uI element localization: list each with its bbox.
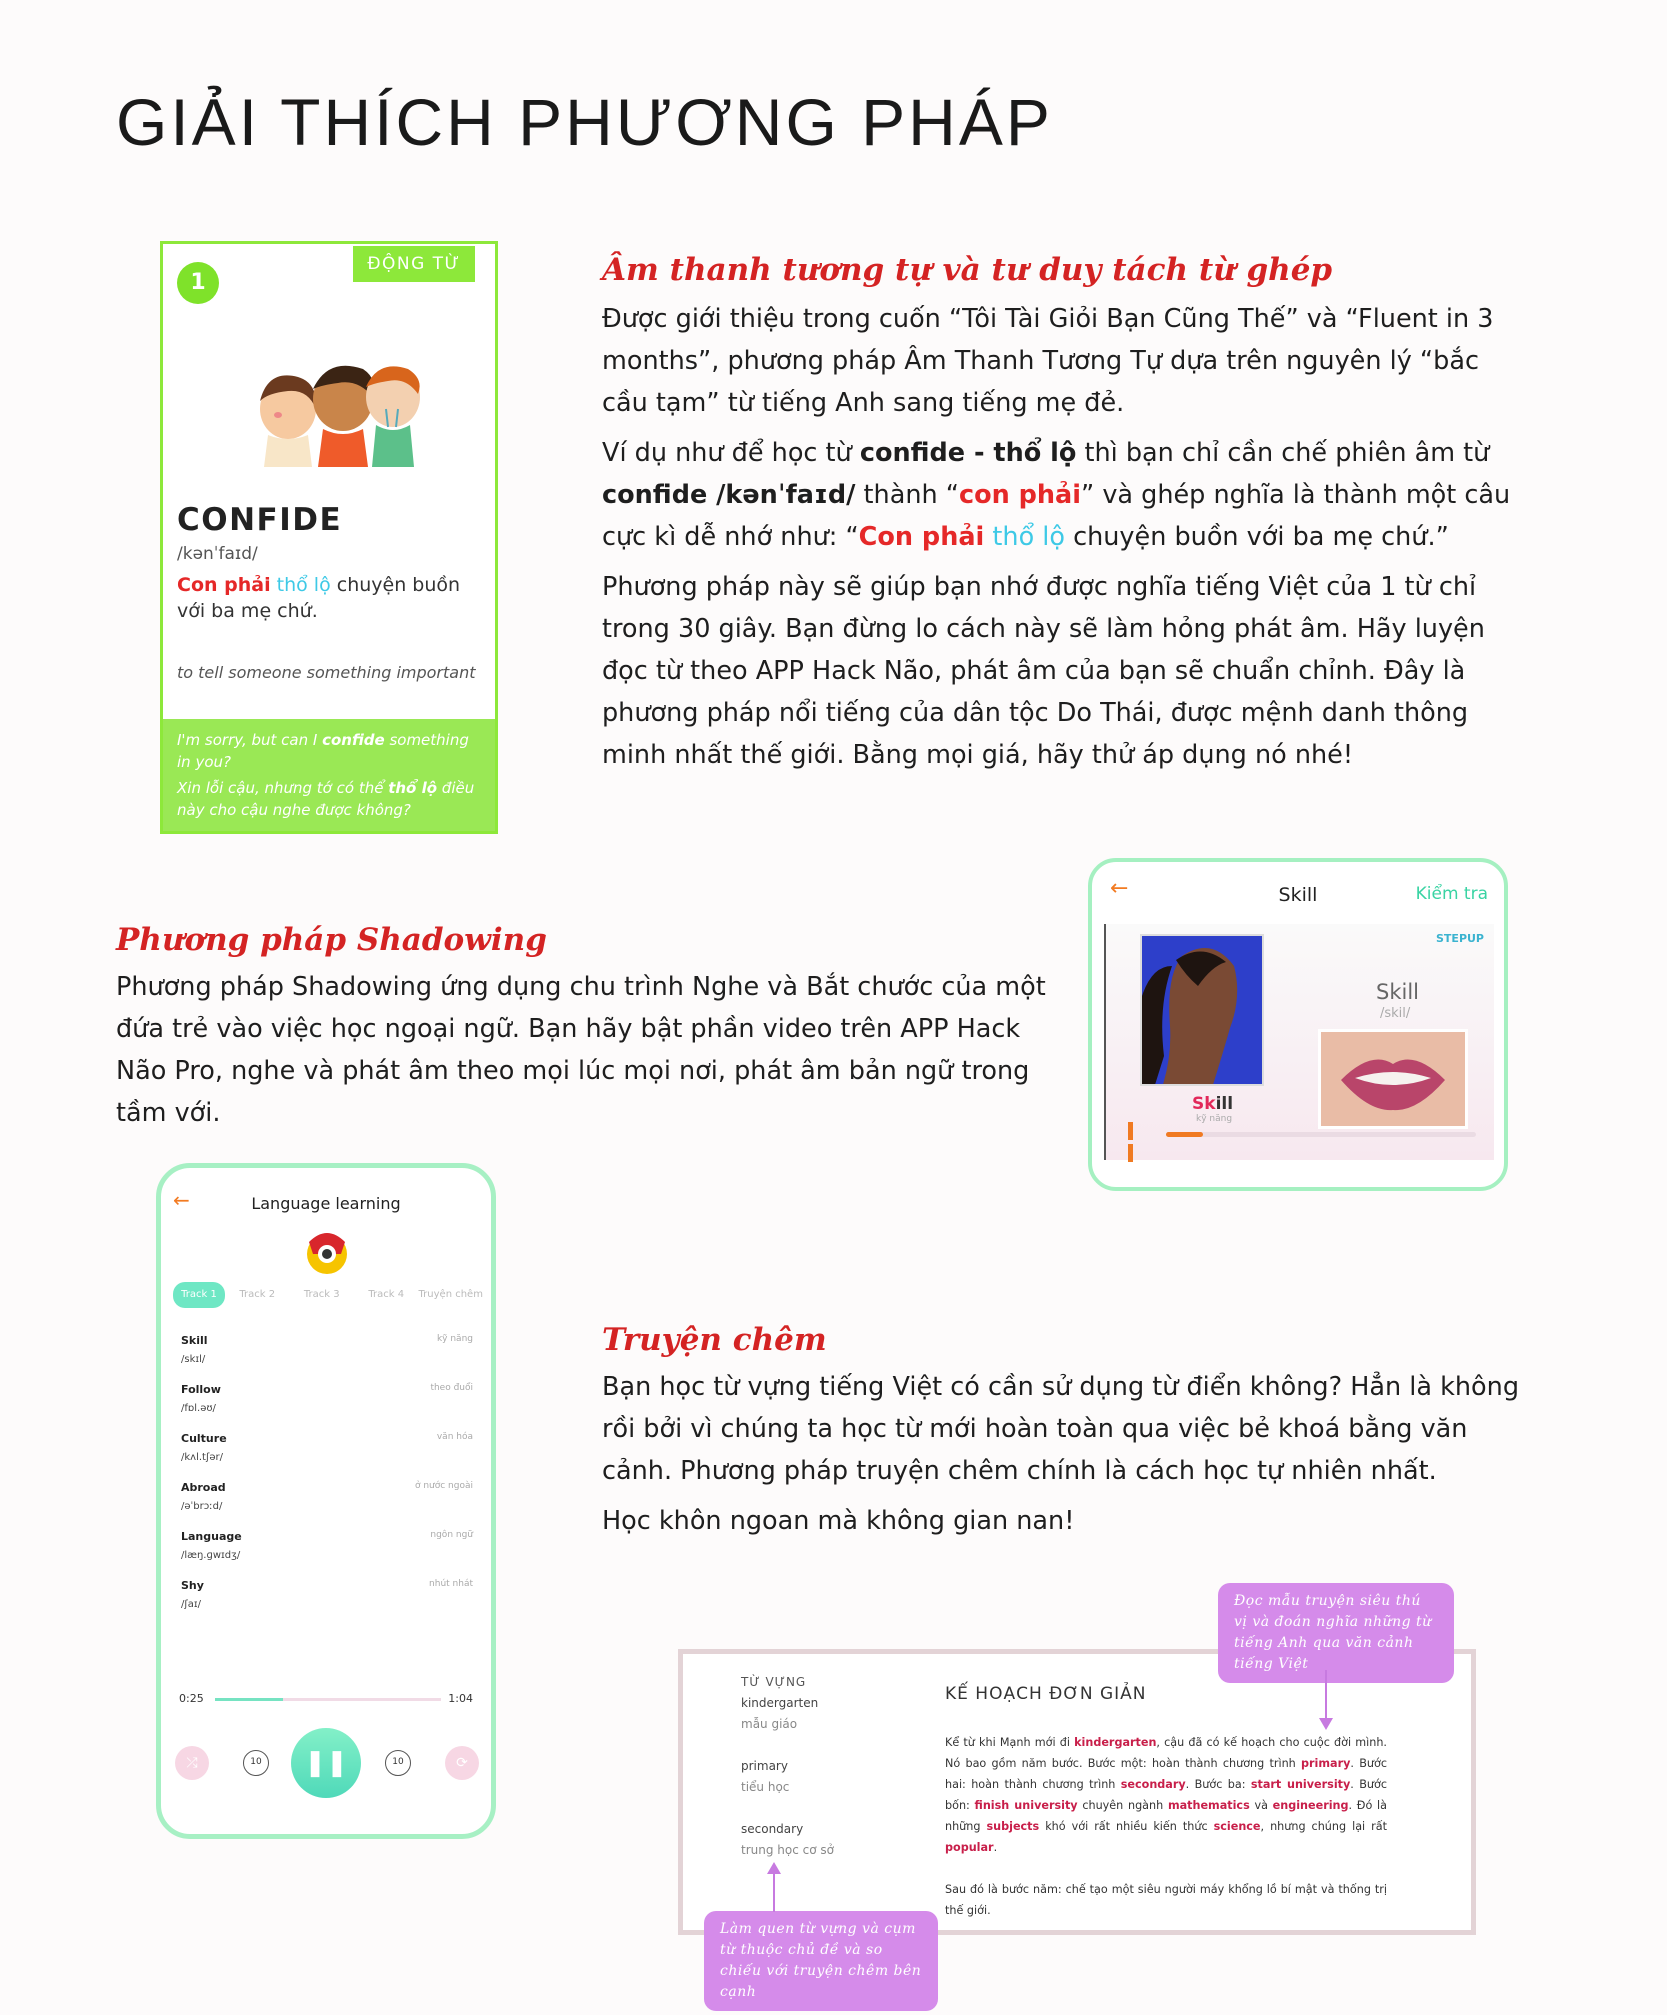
back-arrow-icon[interactable]: ← bbox=[1110, 876, 1129, 901]
list-item[interactable]: Language /læŋ.ɡwɪdʒ/ ngôn ngữ bbox=[181, 1530, 473, 1561]
player-controls bbox=[161, 1728, 491, 1798]
page-title: GIẢI THÍCH PHƯƠNG PHÁP bbox=[116, 85, 1053, 159]
arrow-up-icon bbox=[767, 1862, 781, 1874]
check-button[interactable]: Kiểm tra bbox=[1415, 884, 1488, 904]
card-mnemonic bbox=[177, 572, 487, 624]
mouth-closeup-image bbox=[1318, 1029, 1468, 1129]
paragraph: Ví dụ như để học từ confide - thổ lộ thì bạn chỉ cần chế phiên âm từ confide /kənˈfaɪd/ thành “con phải” và ghép nghĩa là thành một câu cực kì dễ nhớ như: “Con phải thổ lộ chuyện buồn với ba mẹ chứ.” bbox=[602, 438, 1511, 552]
paragraph: Học khôn ngoan mà không gian nan! bbox=[602, 1506, 1075, 1536]
list-item[interactable]: Abroad /əˈbrɔːd/ ở nước ngoài bbox=[181, 1481, 473, 1512]
callout-arrow-bottom bbox=[773, 1872, 775, 1912]
tab-track-1[interactable]: Track 1 bbox=[173, 1282, 225, 1308]
video-player[interactable] bbox=[1104, 924, 1494, 1160]
vocab-vi: trung học cơ sở bbox=[741, 1843, 834, 1857]
vocab-header: TỪ VỰNG bbox=[741, 1675, 807, 1689]
mascot-icon bbox=[301, 1224, 353, 1276]
word-ipa: /skil/ bbox=[1380, 1006, 1411, 1021]
paragraph: Được giới thiệu trong cuốn “Tôi Tài Giỏi Bạn Cũng Thế” và “Fluent in 3 months”, phương pháp Âm Thanh Tương Tự dựa trên nguyên lý “bắc cầu tạm” từ tiếng Anh sang tiếng mẹ đẻ. bbox=[602, 304, 1494, 418]
section-title-similar-sound: Âm thanh tương tự và tư duy tách từ ghép bbox=[602, 252, 1333, 288]
list-item[interactable]: Follow /fɒl.əʊ/ theo đuổi bbox=[181, 1383, 473, 1414]
skill-video-screen bbox=[1088, 858, 1508, 1191]
video-progress-bar[interactable] bbox=[1166, 1132, 1476, 1137]
shuffle-icon[interactable]: ⤮ bbox=[175, 1746, 209, 1780]
pause-button[interactable]: ❚❚ bbox=[291, 1728, 361, 1798]
example-en: I'm sorry, but can I confide something in you? bbox=[177, 731, 469, 771]
kids-illustration bbox=[238, 339, 438, 469]
mnemonic-meaning: thổ lộ bbox=[276, 574, 331, 596]
card-ipa: /kənˈfaɪd/ bbox=[177, 544, 258, 564]
time-total: 1:04 bbox=[448, 1692, 473, 1705]
list-item[interactable]: Skill /skɪl/ kỹ năng bbox=[181, 1334, 473, 1365]
audio-progress-bar[interactable] bbox=[215, 1698, 441, 1701]
section-body-shadowing: Phương pháp Shadowing ứng dụng chu trình Nghe và Bắt chước của một đứa trẻ vào việc học ngoại ngữ. Bạn hãy bật phần video trên APP Hack Não Pro, nghe và phát âm theo mọi lúc mọi nơi, phát âm bản ngữ trong tầm với. bbox=[116, 972, 1046, 1128]
vocab-vi: mẫu giáo bbox=[741, 1717, 798, 1731]
card-definition: to tell someone something important bbox=[177, 663, 476, 682]
caption-word: Skill bbox=[1192, 1094, 1234, 1114]
word-display: Skill bbox=[1376, 980, 1419, 1004]
flashcard bbox=[160, 241, 498, 834]
section-title-shadowing: Phương pháp Shadowing bbox=[116, 922, 547, 958]
example-vi: Xin lỗi cậu, nhưng tớ có thể thổ lộ điều này cho cậu nghe được không? bbox=[177, 779, 475, 819]
arrow-down-icon bbox=[1319, 1718, 1333, 1730]
paragraph: Bạn học từ vựng tiếng Việt có cần sử dụng từ điển không? Hẳn là không rồi bởi vì chúng ta học từ mới hoàn toàn qua việc bẻ khoá bằng văn cảnh. Phương pháp truyện chêm chính là cách học tự nhiên nhất. bbox=[602, 1372, 1520, 1486]
vocab-column bbox=[741, 1672, 834, 1861]
story-sample-panel bbox=[678, 1649, 1476, 1935]
story-title: KẾ HOẠCH ĐƠN GIẢN bbox=[945, 1684, 1147, 1704]
back-arrow-icon[interactable]: ← bbox=[173, 1188, 190, 1212]
callout-bubble-bottom: Làm quen từ vựng và cụm từ thuộc chủ đề và so chiếu với truyện chêm bên cạnh bbox=[704, 1911, 938, 2011]
track-tabs bbox=[173, 1282, 483, 1308]
list-item[interactable]: Shy /ʃaɪ/ nhút nhát bbox=[181, 1579, 473, 1610]
story-body bbox=[945, 1732, 1387, 1942]
vocab-en: kindergarten bbox=[741, 1696, 819, 1710]
card-number-badge: 1 bbox=[177, 262, 219, 304]
section-body-truyen-chem bbox=[602, 1366, 1522, 1550]
forward-10-icon[interactable]: 10 bbox=[385, 1750, 411, 1776]
vocab-en: secondary bbox=[741, 1822, 804, 1836]
vocab-vi: tiểu học bbox=[741, 1780, 790, 1794]
tab-truyen-chem[interactable]: Truyện chêm bbox=[418, 1289, 483, 1300]
paragraph: Phương pháp này sẽ giúp bạn nhớ được nghĩa tiếng Việt của 1 từ chỉ trong 30 giây. Bạn đừng lo cách này sẽ làm hỏng phát âm. Hãy luyện đọc từ theo APP Hack Não, phát âm của bạn sẽ chuẩn chỉnh. Đây là phương pháp nổi tiếng của dân tộc Do Thái, được mệnh danh thông minh nhất thế giới. Bằng mọi giá, hãy thử áp dụng nó nhé! bbox=[602, 572, 1485, 770]
vocab-en: primary bbox=[741, 1759, 788, 1773]
mnemonic-rest: chuyện buồn với ba mẹ chứ. bbox=[177, 574, 461, 622]
language-learning-phone bbox=[156, 1163, 496, 1839]
tab-track-3[interactable]: Track 3 bbox=[303, 1289, 340, 1300]
stepup-logo: STEPUP bbox=[1436, 932, 1484, 945]
pause-icon[interactable] bbox=[1128, 1122, 1144, 1140]
tab-track-4[interactable]: Track 4 bbox=[368, 1289, 405, 1300]
card-word: CONFIDE bbox=[177, 502, 343, 538]
speaker-face-image bbox=[1140, 934, 1264, 1086]
caption-meaning: kỹ năng bbox=[1196, 1114, 1233, 1124]
callout-arrow-top bbox=[1325, 1670, 1327, 1720]
mnemonic-sound: Con phải bbox=[177, 574, 271, 596]
story-paragraph: Sau đó là bước năm: chế tạo một siêu người máy khổng lồ bí mật và thống trị thế giới. bbox=[945, 1883, 1387, 1917]
section-body-similar-sound bbox=[602, 298, 1532, 784]
section-title-truyen-chem: Truyện chêm bbox=[602, 1322, 827, 1358]
tab-track-2[interactable]: Track 2 bbox=[239, 1289, 276, 1300]
repeat-icon[interactable]: ⟳ bbox=[445, 1746, 479, 1780]
list-item[interactable]: Culture /kʌl.tʃər/ văn hóa bbox=[181, 1432, 473, 1463]
card-example bbox=[163, 719, 495, 831]
callout-bubble-top: Đọc mẫu truyện siêu thú vị và đoán nghĩa những từ tiếng Anh qua văn cảnh tiếng Việt bbox=[1218, 1583, 1454, 1683]
screen-title: Skill bbox=[1278, 884, 1318, 906]
word-list bbox=[181, 1334, 473, 1628]
time-current: 0:25 bbox=[179, 1692, 204, 1705]
word-type-tag: ĐỘNG TỪ bbox=[353, 246, 475, 282]
story-paragraph: Kể từ khi Mạnh mới đi kindergarten, cậu đã có kế hoạch cho cuộc đời mình. Nó bao gồm năm bước. Bước một: hoàn thành chương trình primary. Bước hai: hoàn thành chương trình secondary. Bước ba: start university. Bước bốn: finish university chuyên ngành mathematics và engineering. Đó là những subjects khó với rất nhiều kiến thức science, nhưng chúng lại rất popular. bbox=[945, 1736, 1388, 1854]
screen-title: Language learning bbox=[251, 1194, 401, 1213]
rewind-10-icon[interactable]: 10 bbox=[243, 1750, 269, 1776]
